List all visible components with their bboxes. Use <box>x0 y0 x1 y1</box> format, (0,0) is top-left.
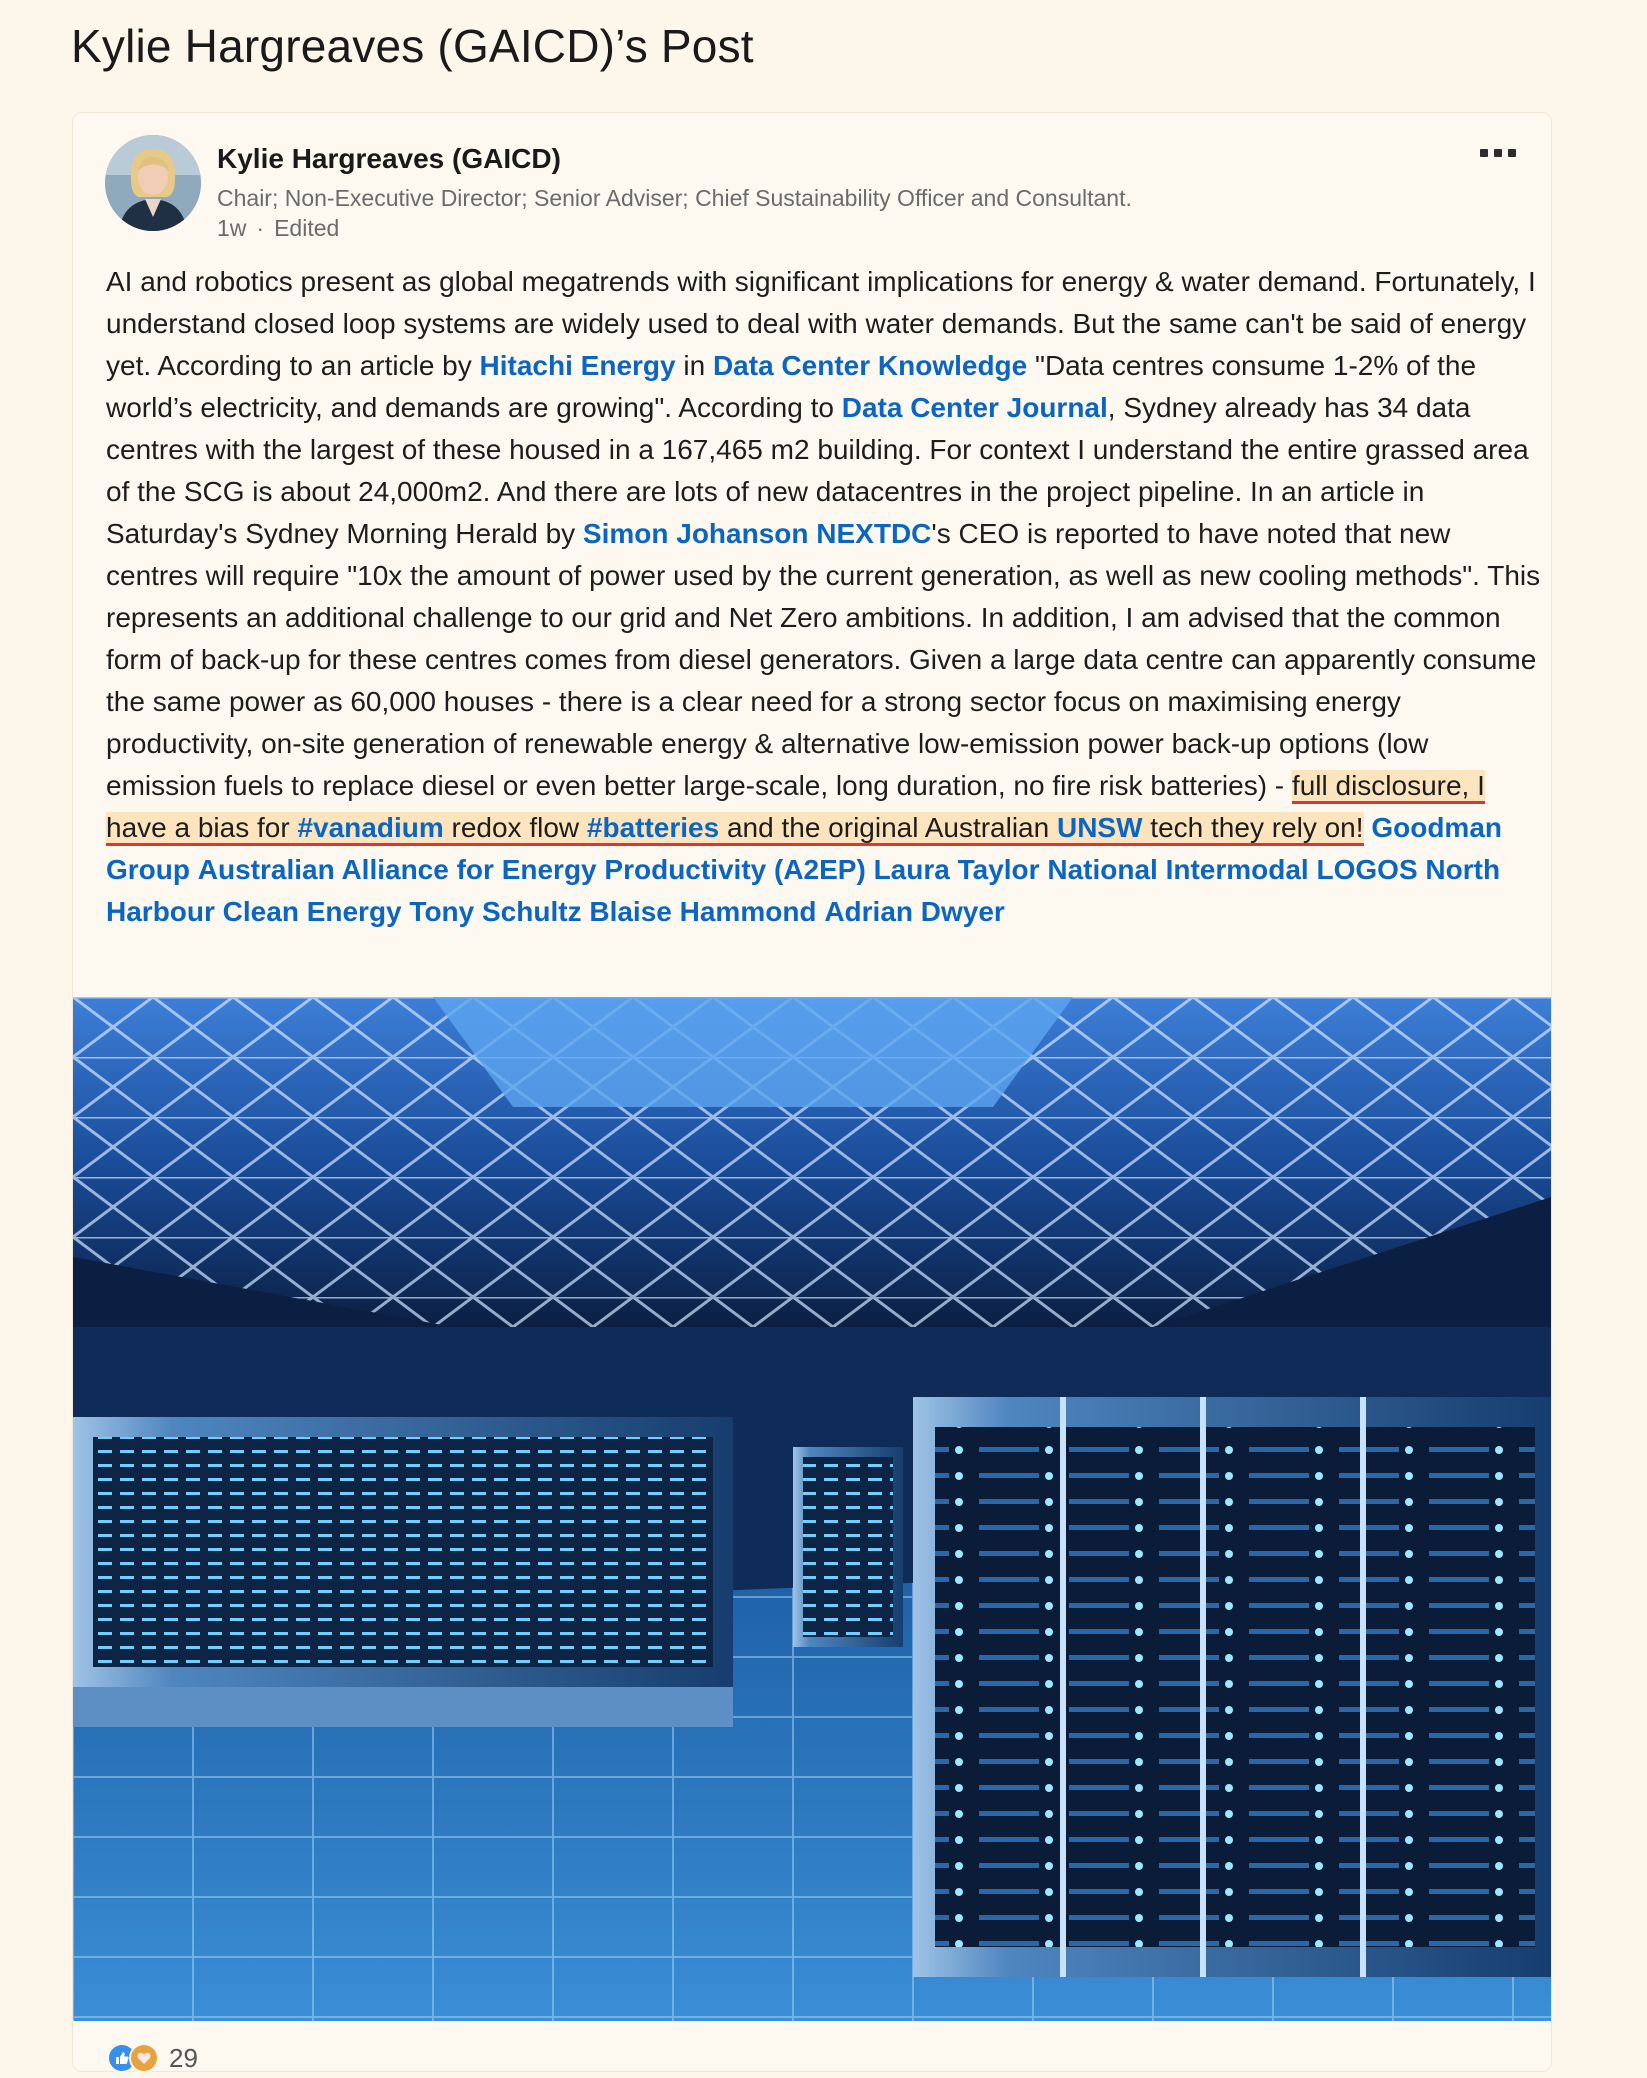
hashtag-batteries[interactable]: #batteries <box>586 812 720 843</box>
mention-data-center-knowledge[interactable]: Data Center Knowledge <box>712 350 1028 381</box>
mention-tony-schultz[interactable]: Tony Schultz <box>409 896 582 927</box>
post-time: 1w <box>217 215 247 241</box>
mention-adrian-dwyer[interactable]: Adrian Dwyer <box>824 896 1005 927</box>
reaction-count[interactable]: 29 <box>169 2042 198 2073</box>
author-headline: Chair; Non-Executive Director; Senior Adviser; Chief Sustainability Officer and Consultant. <box>217 185 1132 211</box>
mention-national-intermodal[interactable]: National Intermodal <box>1047 854 1309 885</box>
mention-north-harbour-clean-energy[interactable]: North Harbour Clean Energy <box>106 854 1501 927</box>
mention-goodman-group[interactable]: Goodman Group <box>106 812 1502 885</box>
post-text-segment: AI and robotics present as global megatrends with significant implications for energy & water demand. Fortunately, I understand closed loop systems are widely used to deal with water demands. But the same can't be said of energy yet. According to an article by <box>106 266 1536 381</box>
hashtag-vanadium[interactable]: #vanadium <box>297 812 444 843</box>
post-card <box>72 112 1552 2072</box>
post-text-segment: 's CEO is reported to have noted that new centres will require "10x the amount of power used by the current generation, as well as new cooling methods". This represents an additional challenge to our grid and Net Zero ambitions. In addition, I am advised that the common form of back-up for these centres comes from diesel generators. Given a large data centre can apparently consume the same power as 60,000 houses - there is a clear need for a strong sector focus on maximising energy productivity, on-site generation of renewable energy & alternative low-emission power back-up options (low emission fuels to replace diesel or even better large-scale, long duration, no fire risk batteries) - <box>106 518 1541 801</box>
left-rack-row <box>73 1417 733 1727</box>
love-icon <box>129 2043 159 2073</box>
ellipsis-icon <box>1480 149 1488 157</box>
post-body <box>106 261 1546 933</box>
post-text-segment: redox flow <box>443 812 587 843</box>
mention-data-center-journal[interactable]: Data Center Journal <box>841 392 1108 423</box>
mention-a2ep[interactable]: Australian Alliance for Energy Productivity (A2EP) <box>197 854 866 885</box>
post-text-segment: tech they rely on! <box>1142 812 1364 843</box>
mention-laura-taylor[interactable]: Laura Taylor <box>873 854 1040 885</box>
post-text-segment: and the original Australian <box>719 812 1057 843</box>
post-text-segment: , Sydney already has 34 data centres with the largest of these housed in a 167,465 m2 building. For context I understand the entire grassed area of the SCG is about 24,000m2. And there are lots of new datacentres in the project pipeline. In an article in Saturday's Sydney Morning Herald by <box>106 392 1529 549</box>
author-avatar[interactable] <box>105 135 201 231</box>
mention-simon-johanson[interactable]: Simon Johanson <box>582 518 809 549</box>
more-options-button[interactable] <box>1473 141 1523 165</box>
page-title: Kylie Hargreaves (GAICD)’s Post <box>71 20 754 72</box>
mention-unsw[interactable]: UNSW <box>1056 812 1143 843</box>
center-rack-row <box>793 1447 903 1647</box>
mention-logos[interactable]: LOGOS <box>1316 854 1418 885</box>
post-text-segment: full disclosure, I have a bias for <box>106 770 1485 843</box>
mention-blaise-hammond[interactable]: Blaise Hammond <box>589 896 817 927</box>
post-image[interactable] <box>73 997 1551 2021</box>
right-rack-row <box>913 1397 1551 1977</box>
mention-hitachi-energy[interactable]: Hitachi Energy <box>479 350 676 381</box>
reactions-bar[interactable] <box>107 2038 198 2078</box>
meta-separator: · <box>256 215 265 241</box>
author-name[interactable]: Kylie Hargreaves (GAICD) <box>217 143 561 174</box>
post-text-segment: "Data centres consume 1-2% of the world’s electricity, and demands are growing". According to <box>106 350 1477 423</box>
edited-label: Edited <box>274 215 340 241</box>
mention-nextdc[interactable]: NEXTDC <box>816 518 932 549</box>
ellipsis-icon <box>1494 149 1502 157</box>
post-text-segment: in <box>675 350 713 381</box>
ellipsis-icon <box>1508 149 1516 157</box>
post-meta <box>217 215 339 242</box>
